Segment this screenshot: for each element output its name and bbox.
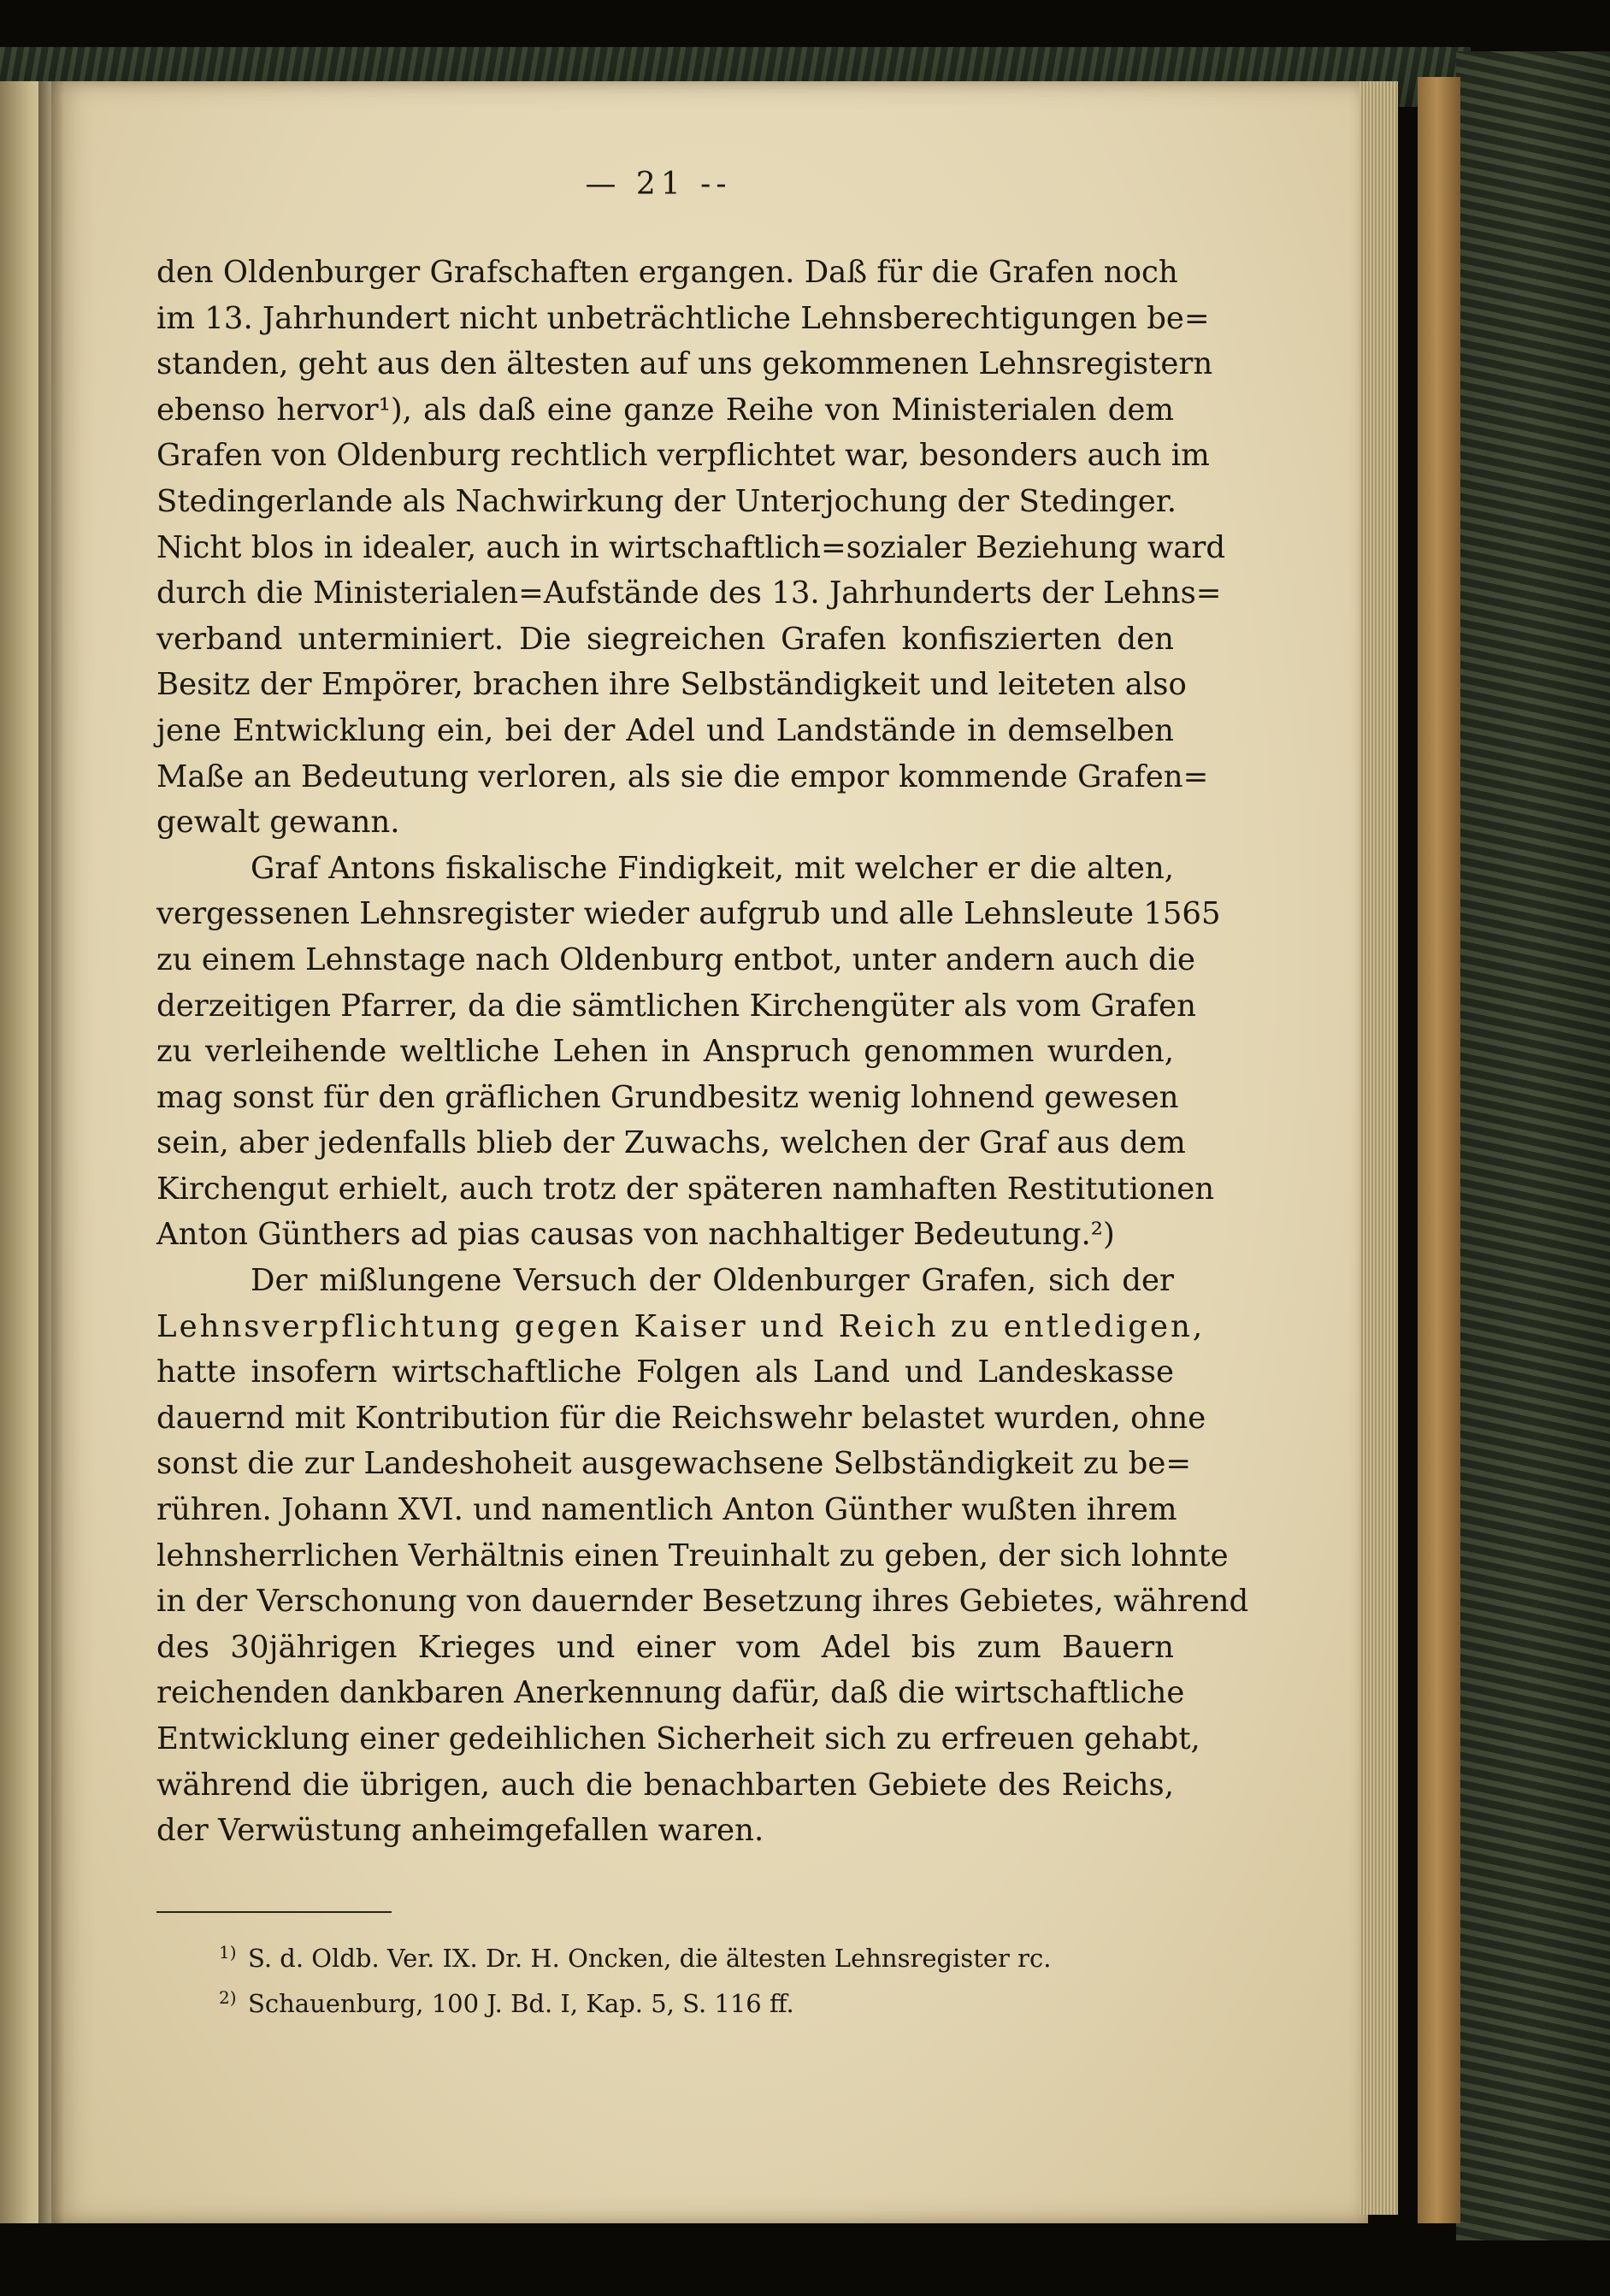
paragraph-start-line: Graf Antons fiskalische Findigkeit, mit welcher er die alten, (251, 850, 1174, 886)
text-line: standen, geht aus den ältesten auf uns gekommenen Lehnsregistern (156, 346, 1213, 382)
marbled-cover-right (1456, 51, 1610, 2240)
leather-spine-edge (1418, 77, 1460, 2223)
footnote-mark: 2) (219, 1987, 237, 2008)
text-line: zu einem Lehnstage nach Oldenburg entbot, unter andern auch die (156, 941, 1196, 977)
text-line: hatte insofern wirtschaftliche Folgen als Land und Landeskasse (156, 1355, 1174, 1390)
text-line: dauernd mit Kontribution für die Reichswehr belastet wurden, ohne (156, 1400, 1206, 1436)
text-line: Nicht blos in idealer, auch in wirtschaftlich=sozialer Beziehung ward (156, 529, 1226, 565)
text-line: Stedingerlande als Nachwirkung der Unterjochung der Stedinger. (156, 483, 1177, 519)
footnote (219, 1975, 1188, 2021)
text-line: vergessenen Lehnsregister wieder aufgrub und alle Lehnsleute 1565 (156, 896, 1221, 932)
page-stack-edge (1359, 81, 1398, 2215)
footnote-text: S. d. Oldb. Ver. IX. Dr. H. Oncken, die ältesten Lehnsregister rc. (248, 1944, 1052, 1973)
footnotes (219, 1930, 1188, 2021)
text-line: rühren. Johann XVI. und namentlich Anton Günther wußten ihrem (156, 1492, 1177, 1528)
body-text (156, 250, 1249, 1854)
text-line: Grafen von Oldenburg rechtlich verpflichtet war, besonders auch im (156, 438, 1210, 474)
text-line: lehnsherrlichen Verhältnis einen Treuinhalt zu geben, der sich lohnte (156, 1538, 1229, 1573)
text-line: in der Verschonung von dauernder Besetzung ihres Gebietes, während (156, 1584, 1249, 1620)
text-line: reichenden dankbaren Anerkennung dafür, daß die wirtschaftliche (156, 1675, 1185, 1711)
footnote-text: Schauenburg, 100 J. Bd. I, Kap. 5, S. 116 ff. (248, 1989, 794, 2018)
text-line: verband unterminiert. Die siegreichen Grafen konfiszierten den (156, 621, 1174, 657)
text-line: derzeitigen Pfarrer, da die sämtlichen Kirchengüter als vom Grafen (156, 988, 1196, 1024)
text-line: den Oldenburger Grafschaften ergangen. Daß für die Grafen noch (156, 255, 1178, 290)
text-line: im 13. Jahrhundert nicht unbeträchtliche Lehnsberechtigungen be= (156, 300, 1210, 336)
page-number: — 21 -- (585, 167, 732, 202)
text-line: durch die Ministerialen=Aufstände des 13. Jahrhunderts der Lehns= (156, 575, 1222, 611)
text-line: Entwicklung einer gedeihlichen Sicherheit sich zu erfreuen gehabt, (156, 1721, 1200, 1756)
text-line: Lehnsverpflichtung gegen Kaiser und Reich zu entledigen, (156, 1308, 1206, 1344)
footnote-rule (156, 1911, 392, 1913)
footnote-mark: 1) (219, 1942, 237, 1963)
text-line: jene Entwicklung ein, bei der Adel und Landstände in demselben (156, 712, 1174, 748)
paragraph-end-line: Anton Günthers ad pias causas von nachhaltiger Bedeutung.²) (156, 1217, 1115, 1253)
text-line: zu verleihende weltliche Lehen in Anspruch genommen wurden, (156, 1034, 1174, 1070)
text-line: Maße an Bedeutung verloren, als sie die empor kommende Grafen= (156, 758, 1209, 794)
paragraph-end-line: gewalt gewann. (156, 805, 400, 841)
page-gutter-shadow (38, 81, 64, 2223)
text-line: ebenso hervor¹), als daß eine ganze Reihe von Ministerialen dem (156, 392, 1174, 428)
paragraph-start-line: Der mißlungene Versuch der Oldenburger Grafen, sich der (251, 1263, 1174, 1299)
text-line: während die übrigen, auch die benachbarten Gebiete des Reichs, (156, 1767, 1174, 1803)
text-line: Kirchengut erhielt, auch trotz der späteren namhaften Restitutionen (156, 1171, 1215, 1207)
text-line: Besitz der Empörer, brachen ihre Selbständigkeit und leiteten also (156, 667, 1187, 703)
text-line: sein, aber jedenfalls blieb der Zuwachs, welchen der Graf aus dem (156, 1125, 1186, 1161)
text-line: des 30jährigen Krieges und einer vom Adel bis zum Bauern (156, 1629, 1174, 1665)
text-line: sonst die zur Landeshoheit ausgewachsene Selbständigkeit zu be= (156, 1446, 1192, 1482)
text-line: mag sonst für den gräflichen Grundbesitz wenig lohnend gewesen (156, 1079, 1179, 1115)
footnote (219, 1930, 1188, 1975)
paragraph-end-line: der Verwüstung anheimgefallen waren. (156, 1813, 764, 1849)
